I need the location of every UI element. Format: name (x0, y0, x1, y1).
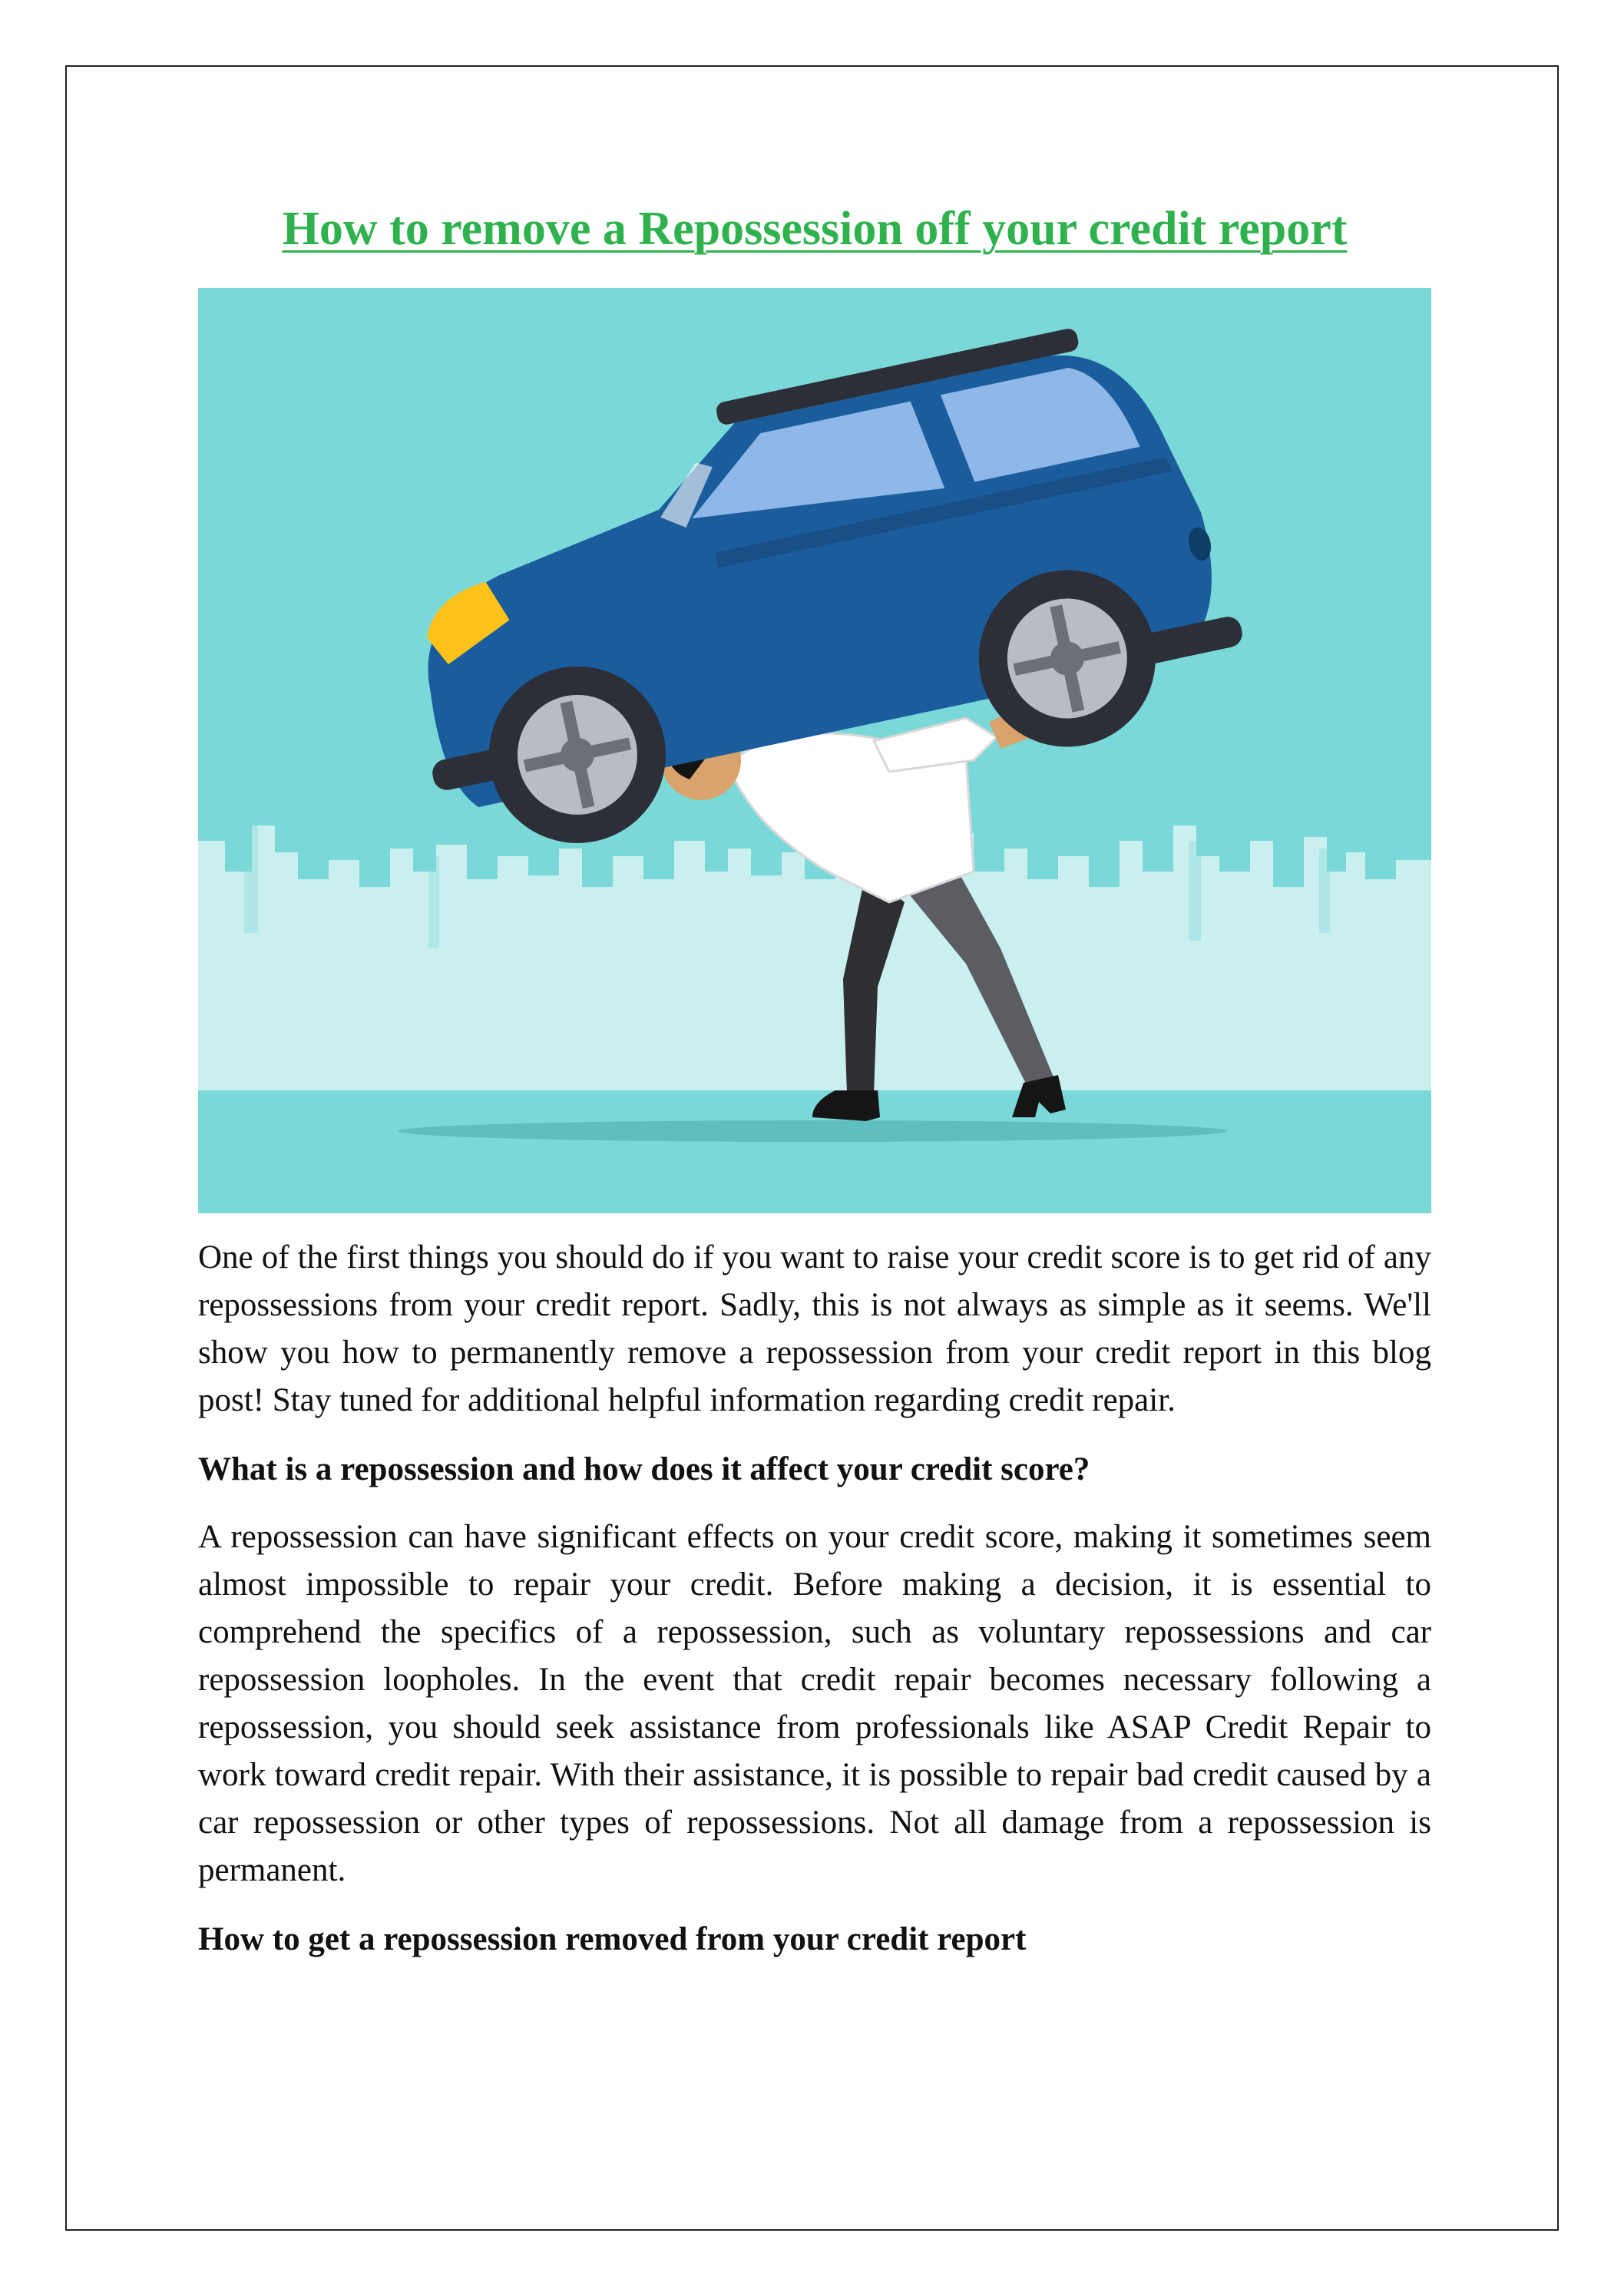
hero-illustration (198, 288, 1431, 1213)
article-body (198, 1234, 1431, 1983)
page-title: How to remove a Repossession off your credit report (282, 203, 1348, 255)
ground-shadow (398, 1120, 1227, 1142)
intro-paragraph: One of the first things you should do if you want to raise your credit score is to get rid of any repossessions from your credit report. Sadly, this is not always as simple as it seems. We'll show you how to permanently remove a repossession from your credit report in this blog post! Stay tuned for additional helpful information regarding credit repair. (198, 1239, 1431, 1418)
section-heading-how-to-remove: How to get a repossession removed from your credit report (198, 1921, 1027, 1957)
section-heading-what-is-repossession: What is a repossession and how does it affect your credit score? (198, 1451, 1090, 1487)
repossession-paragraph: A repossession can have significant effects on your credit score, making it sometimes seem almost impossible to repair your credit. Before making a decision, it is essential to comprehend the specifics of a repossession, such as voluntary repossessions and car repossession loopholes. In the event that credit repair becomes necessary following a repossession, you should seek assistance from professionals like ASAP Credit Repair to work toward credit repair. With their assistance, it is possible to repair bad credit caused by a car repossession or other types of repossessions. Not all damage from a repossession is permanent. (198, 1519, 1431, 1888)
